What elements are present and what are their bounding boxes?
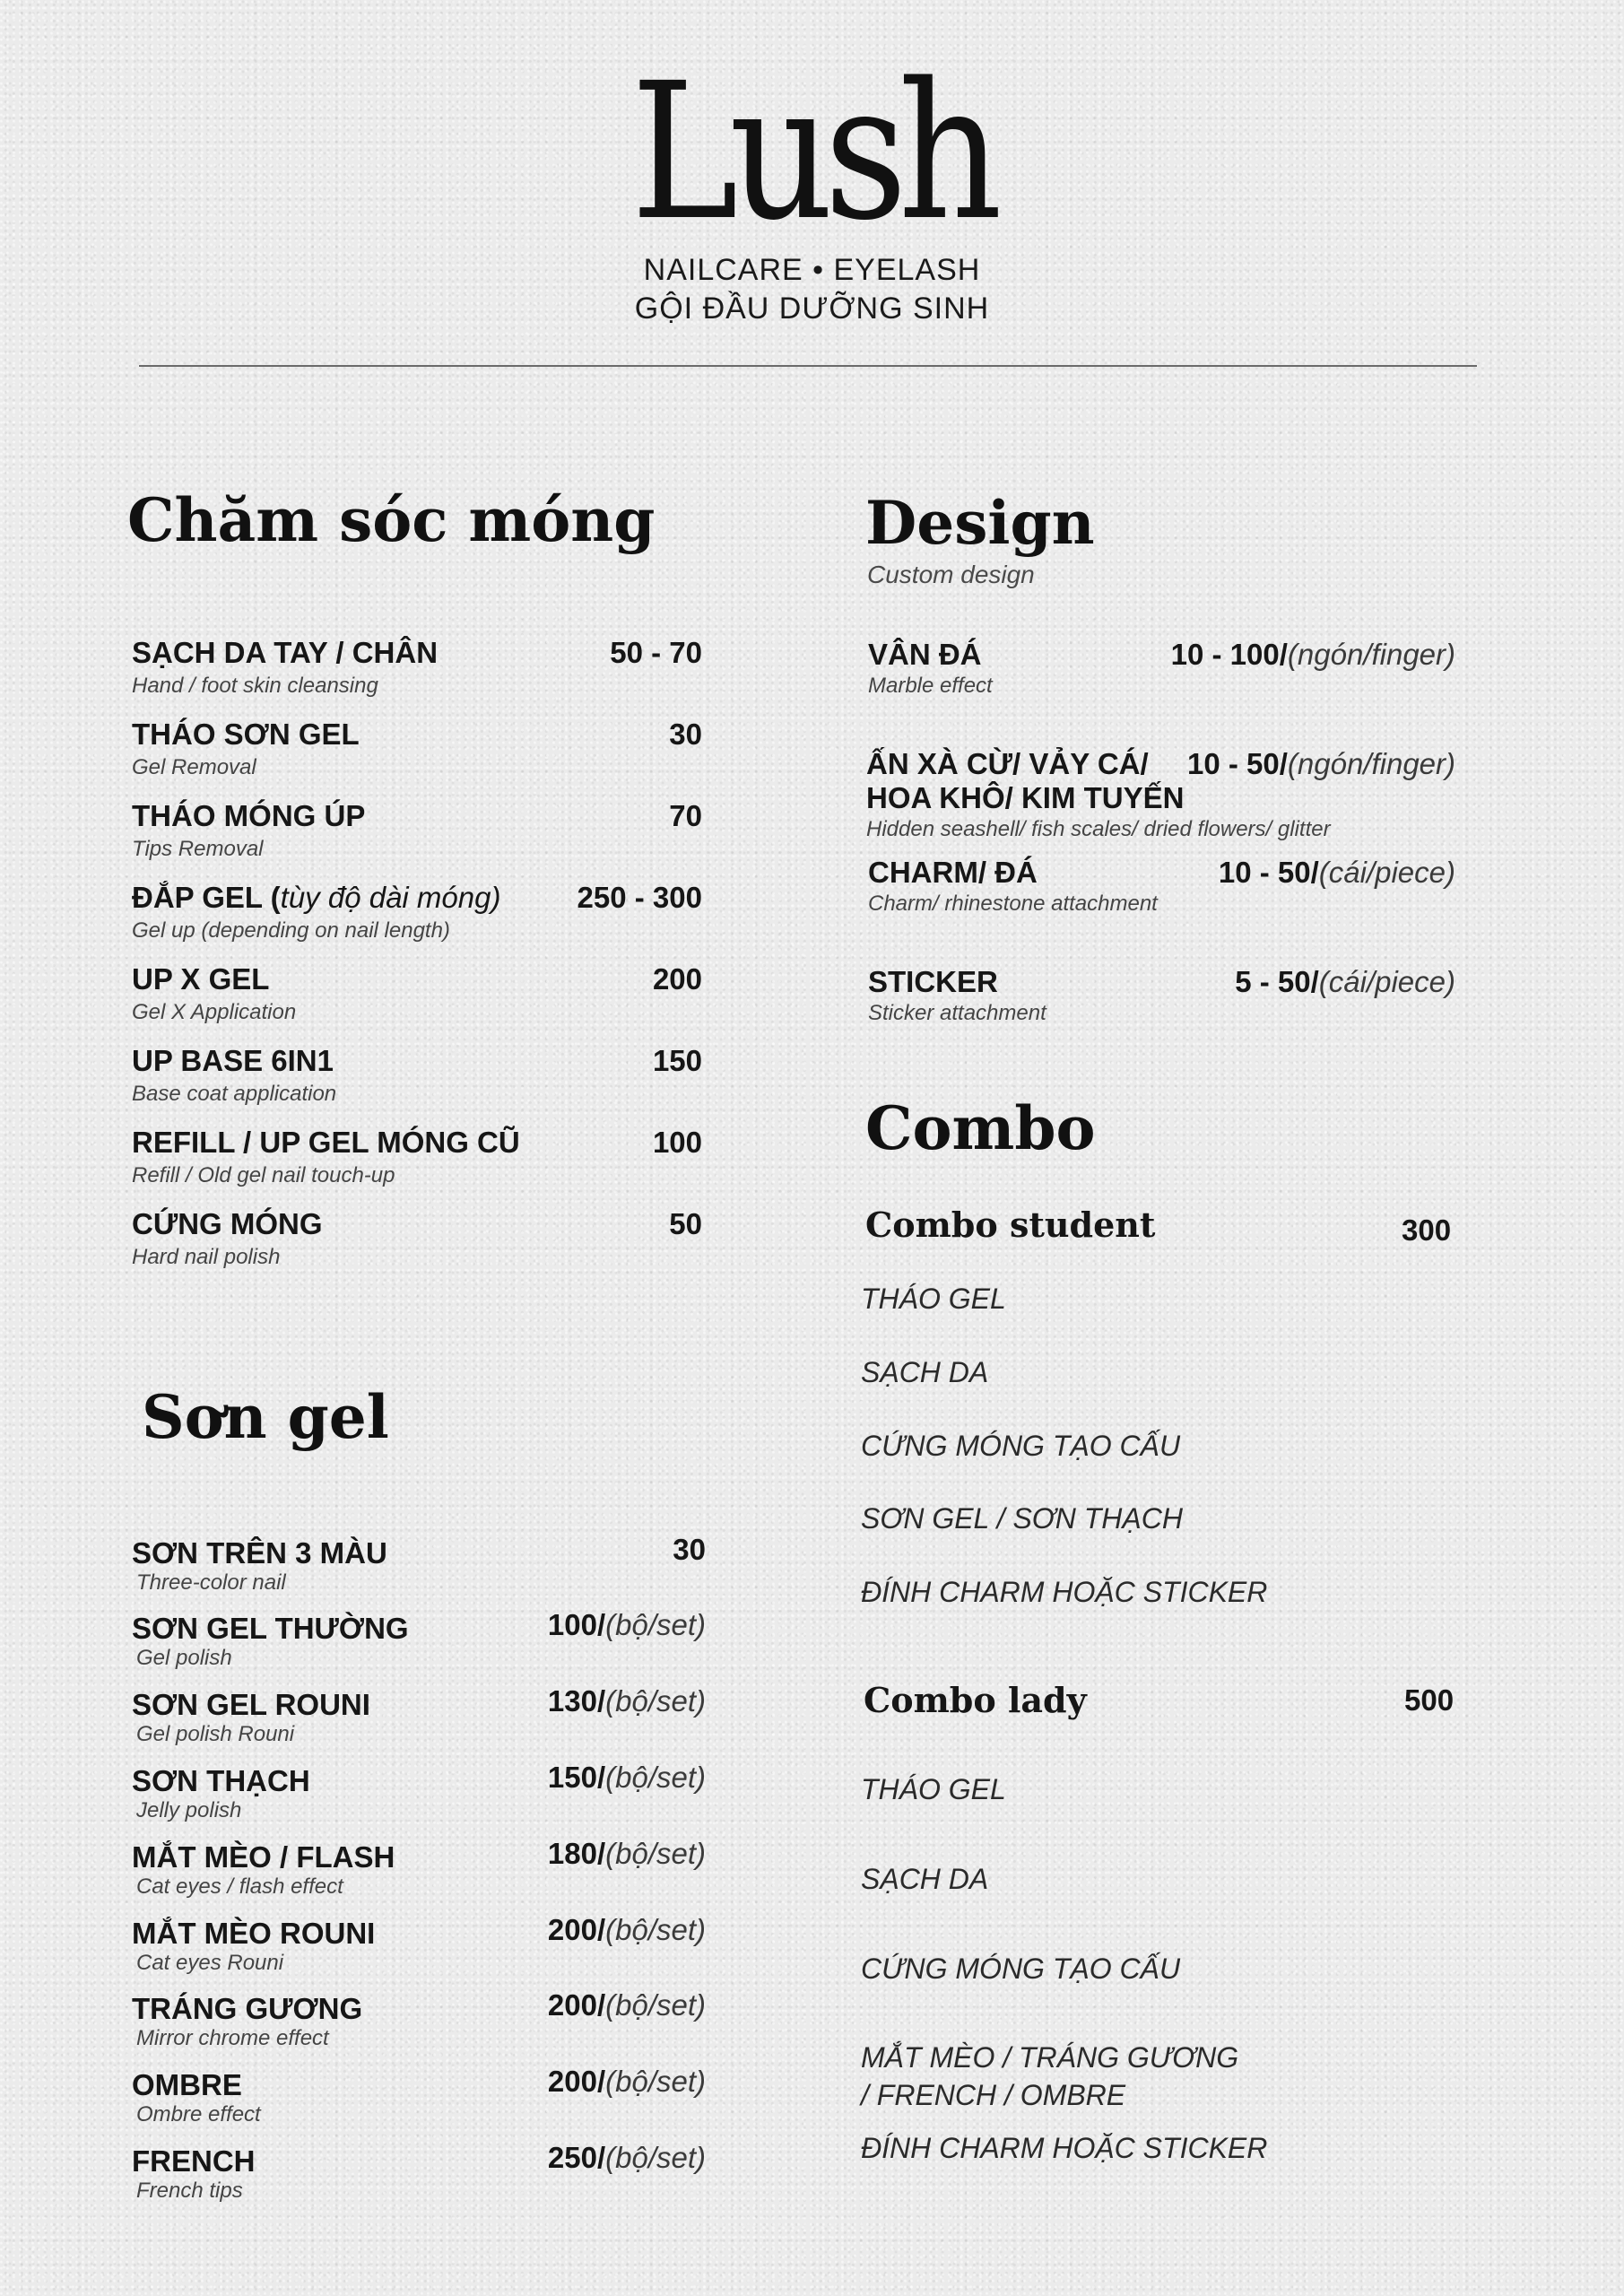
item-description: Cat eyes / flash effect [136,1874,343,1899]
item-description: Hard nail polish [132,1245,281,1269]
item-price: 250 - 300 [577,881,702,914]
item-price [1235,964,1455,1000]
combo-student-item: THÁO GEL [861,1283,1006,1315]
combo-student-name: Combo student [865,1205,1156,1245]
item-price-unit: (ngón/finger) [1287,747,1455,780]
menu-item [132,798,702,870]
combo-student-price: 300 [1402,1213,1452,1247]
item-description: Base coat application [132,1082,337,1106]
item-price [548,1683,706,1719]
item-name: OMBRE [132,2068,242,2101]
item-name: SƠN TRÊN 3 MÀU [132,1536,387,1570]
item-name-note: tùy độ dài móng) [280,881,501,914]
item-price [548,1912,706,1948]
menu-item [132,717,702,788]
menu-item [132,1912,706,1982]
menu-item [132,2140,706,2210]
item-price-value: 10 - 50/ [1218,856,1319,889]
item-price: 70 [669,799,702,832]
item-price-unit: (ngón/finger) [1287,638,1455,671]
item-name: MẮT MÈO ROUNI [132,1917,376,1950]
item-description: Marble effect [868,674,993,698]
menu-item [132,635,702,707]
item-name: FRENCH [132,2144,256,2178]
menu-item [132,1607,706,1677]
item-price-unit: (bộ/set) [605,1988,706,2022]
item-price-value: 100/ [547,1608,606,1641]
brand-tagline-spa: GỘI ĐẦU DƯỠNG SINH [634,291,990,326]
item-name: UP X GEL [132,962,270,996]
design-subtitle: Custom design [867,561,1035,588]
nail-care-title: Chăm sóc móng [127,485,656,555]
item-description: Gel polish [136,1646,232,1670]
item-price-value: 10 - 50/ [1186,747,1288,780]
menu-item [132,2064,706,2134]
combo-student-item: SƠN GEL / SƠN THẠCH [861,1502,1183,1535]
item-description: Gel polish Rouni [136,1722,295,1746]
item-description: Gel up (depending on nail length) [132,918,450,943]
item-price [1171,637,1455,673]
item-price-value: 10 - 100/ [1170,638,1288,671]
item-name: SƠN GEL THƯỜNG [132,1612,409,1645]
item-description: Three-color nail [136,1570,286,1595]
item-name: SẠCH DA TAY / CHÂN [132,636,439,669]
item-price: 30 [669,718,702,751]
brand-tagline-services: NAILCARE • EYELASH [643,253,981,287]
item-description: Jelly polish [136,1798,242,1822]
item-name: CỨNG MÓNG [132,1207,323,1240]
item-price [1187,746,1455,782]
item-description: French tips [136,2179,243,2203]
header-divider [139,365,1477,367]
item-price [1219,855,1455,891]
combo-title: Combo [865,1093,1096,1163]
item-price-unit: (bộ/set) [605,2141,706,2174]
item-price-unit: (cái/piece) [1318,856,1455,889]
item-price [548,1760,706,1796]
item-price-value: 250/ [547,2141,606,2174]
item-price [548,2140,706,2176]
item-price-unit: (bộ/set) [605,2065,706,2098]
item-price-unit: (cái/piece) [1318,965,1455,998]
item-price [548,1836,706,1872]
item-price: 150 [652,1044,702,1077]
item-description: Mirror chrome effect [136,2026,329,2050]
item-price [548,2064,706,2100]
item-description: Hand / foot skin cleansing [132,674,378,698]
item-description: Refill / Old gel nail touch-up [132,1163,395,1187]
combo-lady-item: CỨNG MÓNG TẠO CẤU [861,1952,1181,1985]
combo-student-item: SẠCH DA [861,1356,989,1388]
item-price-value: 130/ [547,1684,606,1718]
item-price-value: 30 [673,1533,706,1566]
item-name: SƠN GEL ROUNI [132,1688,370,1721]
item-price-value: 150/ [547,1761,606,1794]
brand-logo: Lush [630,42,994,262]
item-name [132,880,500,916]
item-description: Charm/ rhinestone attachment [868,891,1158,916]
combo-lady-item: ĐÍNH CHARM HOẶC STICKER [861,2132,1268,2164]
item-price [673,1532,706,1568]
combo-lady-price: 500 [1404,1683,1455,1717]
menu-item [866,746,1455,845]
item-price-value: 200/ [547,1913,606,1946]
design-title: Design [865,488,1095,558]
item-price-unit: (bộ/set) [605,1913,706,1946]
combo-student-item: ĐÍNH CHARM HOẶC STICKER [861,1576,1268,1608]
item-price: 50 [669,1207,702,1240]
item-price-unit: (bộ/set) [605,1837,706,1870]
item-description: Hidden seashell/ fish scales/ dried flowers/ glitter [866,817,1331,841]
item-price: 50 - 70 [610,636,702,669]
item-name: THÁO SƠN GEL [132,718,360,751]
item-description: Gel Removal [132,755,256,779]
menu-item [868,964,1455,1036]
item-name: REFILL / UP GEL MÓNG CŨ [132,1126,520,1159]
item-price-unit: (bộ/set) [605,1608,706,1641]
menu-item [132,880,702,952]
item-price [548,1607,706,1643]
gel-polish-title: Sơn gel [142,1382,389,1452]
item-description: Ombre effect [136,2102,261,2126]
menu-item [132,1683,706,1753]
item-name-main: ĐẮP GEL ( [132,881,281,914]
menu-item [132,1532,706,1602]
item-description: Tips Removal [132,837,264,861]
item-price-value: 200/ [547,1988,606,2022]
menu-item [868,637,1455,709]
menu-item [132,1125,702,1196]
item-description: Gel X Application [132,1000,297,1024]
combo-lady-name: Combo lady [864,1680,1087,1720]
menu-item [132,1206,702,1278]
combo-lady-item: THÁO GEL [861,1773,1006,1805]
item-price-value: 5 - 50/ [1235,965,1319,998]
item-name: ẤN XÀ CỪ/ VẢY CÁ/ [866,747,1149,780]
menu-item [132,1760,706,1830]
item-name: CHARM/ ĐÁ [868,856,1038,889]
item-price [548,1987,706,2023]
item-description: Cat eyes Rouni [136,1951,284,1975]
item-name: TRÁNG GƯƠNG [132,1992,363,2025]
item-price: 100 [652,1126,702,1159]
item-name: THÁO MÓNG ÚP [132,799,366,832]
item-name: MẮT MÈO / FLASH [132,1840,395,1874]
item-description: Sticker attachment [868,1001,1046,1025]
item-name: UP BASE 6IN1 [132,1044,334,1077]
item-price-value: 200/ [547,2065,606,2098]
item-name: VÂN ĐÁ [868,638,982,671]
item-price-value: 180/ [547,1837,606,1870]
menu-item [132,961,702,1033]
item-price-unit: (bộ/set) [605,1684,706,1718]
menu-item [132,1836,706,1906]
combo-student-item: CỨNG MÓNG TẠO CẤU [861,1430,1181,1462]
menu-item [868,855,1455,926]
item-price-unit: (bộ/set) [605,1761,706,1794]
menu-item [132,1043,702,1115]
item-name: SƠN THẠCH [132,1764,310,1797]
item-name: STICKER [868,965,998,998]
combo-lady-item: SẠCH DA [861,1863,989,1895]
menu-item [132,1987,706,2057]
combo-lady-item: MẮT MÈO / TRÁNG GƯƠNG [861,2041,1239,2074]
item-price: 200 [652,962,702,996]
combo-lady-item: / FRENCH / OMBRE [861,2079,1126,2111]
item-name-line-2: HOA KHÔ/ KIM TUYẾN [866,781,1185,814]
